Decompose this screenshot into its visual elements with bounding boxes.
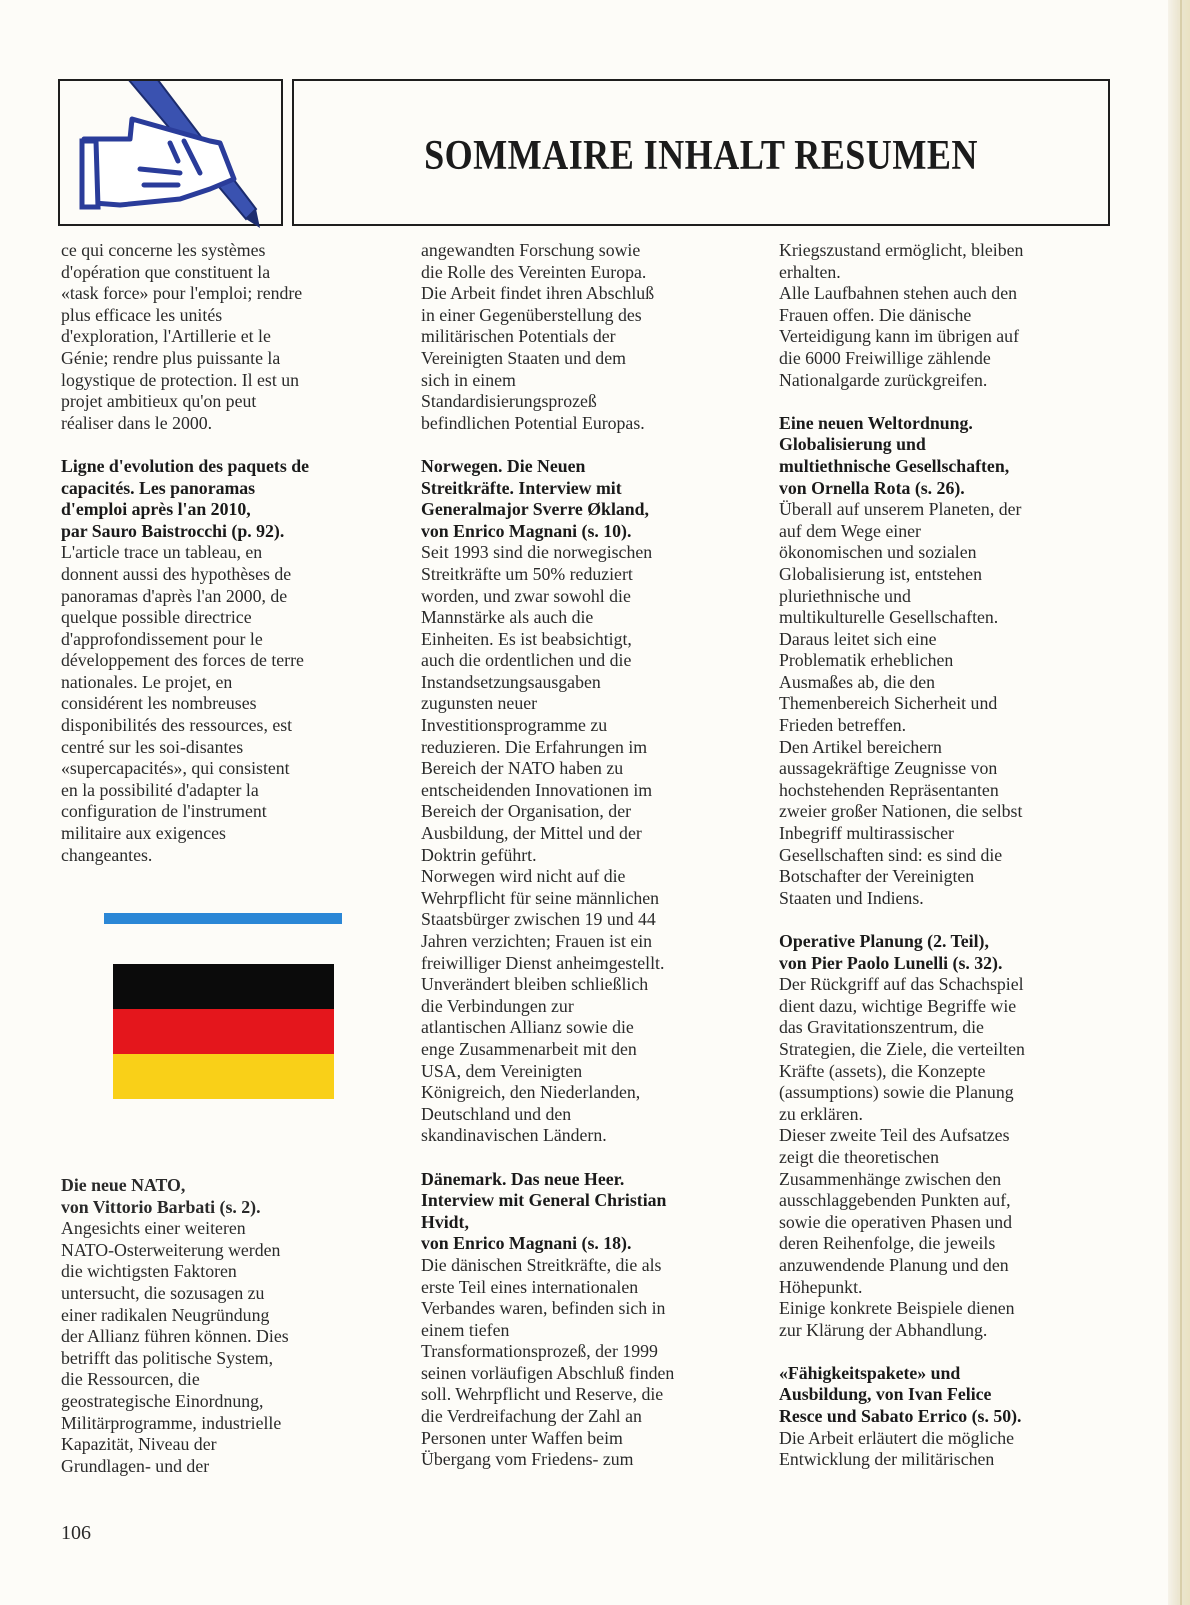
text-line: Botschafter der Vereinigten xyxy=(779,866,975,887)
text-line: logystique de protection. Il est un xyxy=(61,369,300,390)
text-line: auch die ordentlichen und die xyxy=(421,650,632,671)
text-line: centré sur les soi-disantes xyxy=(61,736,244,757)
text-line: Die dänischen Streitkräfte, die als xyxy=(421,1254,662,1275)
article-body xyxy=(421,1255,749,1471)
text-line: multikulturelle Gesellschaften. xyxy=(779,607,999,628)
text-line: Gesellschaften sind: es sind die xyxy=(779,844,1003,865)
text-line: in einer Gegenüberstellung des xyxy=(421,304,642,325)
text-line: Staaten und Indiens. xyxy=(779,887,924,908)
page-binding-line xyxy=(1180,0,1182,1605)
text-line: Vereinigten Staaten und dem xyxy=(421,347,626,368)
heading-line: Globalisierung und xyxy=(779,434,926,455)
article-body xyxy=(61,1218,389,1477)
text-line: Unverändert bleiben schließlich xyxy=(421,974,649,995)
text-line: (assumptions) sowie die Planung xyxy=(779,1082,1014,1103)
text-line: panoramas d'après l'an 2000, de xyxy=(61,585,288,606)
text-line: changeantes. xyxy=(61,844,153,865)
text-line: Frieden betreffen. xyxy=(779,715,907,736)
text-line: sich in einem xyxy=(421,369,516,390)
column-3 xyxy=(779,240,1107,1471)
text-line: dient dazu, wichtige Begriffe wie xyxy=(779,995,1017,1016)
text-line: angewandten Forschung sowie xyxy=(421,240,641,260)
heading-line: Interview mit General Christian xyxy=(421,1190,667,1211)
text-line: Personen unter Waffen beim xyxy=(421,1427,623,1448)
text-line: die Verdreifachung der Zahl an xyxy=(421,1406,642,1427)
text-line: die Verbindungen zur xyxy=(421,995,574,1016)
text-line: Entwicklung der militärischen xyxy=(779,1449,995,1470)
text-line: ce qui concerne les systèmes xyxy=(61,240,266,260)
text-line: Strategien, die Ziele, die verteilten xyxy=(779,1038,1025,1059)
text-line: considérent les nombreuses xyxy=(61,693,257,714)
text-line: aussagekräftige Zeugnisse von xyxy=(779,758,998,779)
text-line: Instandsetzungsausgaben xyxy=(421,671,601,692)
text-line: Investitionsprogramme zu xyxy=(421,715,608,736)
heading-line: Operative Planung (2. Teil), xyxy=(779,931,989,951)
text-line: L'article trace un tableau, en xyxy=(61,542,263,563)
text-line: auf dem Wege einer xyxy=(779,520,921,541)
text-line: projet ambitieux qu'on peut xyxy=(61,391,257,412)
column-2 xyxy=(421,240,749,1471)
page-title: SOMMAIRE INHALT RESUMEN xyxy=(424,133,978,179)
german-flag xyxy=(113,964,334,1099)
header-title-box xyxy=(292,79,1110,226)
text-line: hochstehenden Repräsentanten xyxy=(779,779,999,800)
heading-line: Generalmajor Sverre Økland, xyxy=(421,499,650,520)
text-line: Norwegen wird nicht auf die xyxy=(421,866,626,887)
article-body xyxy=(779,499,1107,909)
text-line: Kriegszustand ermöglicht, bleiben xyxy=(779,240,1024,260)
text-line: Alle Laufbahnen stehen auch den xyxy=(779,283,1017,304)
text-line: Transformationsprozeß, der 1999 xyxy=(421,1341,658,1362)
article-body xyxy=(61,542,389,866)
text-line: Problematik erheblichen xyxy=(779,650,954,671)
page-right-edge xyxy=(1168,0,1190,1605)
header-icon-box xyxy=(58,79,283,226)
text-line: reduzieren. Die Erfahrungen im xyxy=(421,736,648,757)
text-line: Die Arbeit findet ihren Abschluß xyxy=(421,283,655,304)
text-line: atlantischen Allianz sowie die xyxy=(421,1017,634,1038)
heading-line: Resce und Sabato Errico (s. 50). xyxy=(779,1406,1022,1427)
text-line: die Ressourcen, die xyxy=(61,1369,200,1390)
article-heading xyxy=(421,1169,749,1255)
text-line: erste Teil eines internationalen xyxy=(421,1276,639,1297)
text-line: «supercapacités», qui consistent xyxy=(61,758,290,779)
text-line: der Allianz führen können. Dies xyxy=(61,1326,289,1347)
text-line: zweier großer Nationen, die selbst xyxy=(779,801,1023,822)
heading-line: Norwegen. Die Neuen xyxy=(421,455,586,476)
text-line: Kräfte (assets), die Konzepte xyxy=(779,1060,986,1081)
text-line: Dieser zweite Teil des Aufsatzes xyxy=(779,1125,1010,1146)
text-line: d'opération que constituent la xyxy=(61,261,271,282)
text-line: plus efficace les unités xyxy=(61,304,223,325)
text-line: zu erklären. xyxy=(779,1103,863,1124)
article-body xyxy=(421,542,749,1147)
flag-stripe-gold xyxy=(113,1054,334,1099)
text-line: configuration de l'instrument xyxy=(61,801,267,822)
text-line: Standardisierungsprozeß xyxy=(421,391,597,412)
text-line: ausschlaggebenden Punkten auf, xyxy=(779,1190,1011,1211)
text-line: freiwilliger Dienst anheimgestellt. xyxy=(421,952,665,973)
accent-bar xyxy=(104,913,342,924)
text-line: enge Zusammenarbeit mit den xyxy=(421,1038,637,1059)
text-line: Kapazität, Niveau der xyxy=(61,1434,217,1455)
text-line: Einige konkrete Beispiele dienen xyxy=(779,1298,1015,1319)
text-line: Mannstärke als auch die xyxy=(421,607,594,628)
text-line: Grundlagen- und der xyxy=(61,1455,210,1476)
hand-writing-with-pen-icon xyxy=(60,81,285,228)
text-line: Einheiten. Es ist beabsichtigt, xyxy=(421,628,632,649)
col2-continued-text xyxy=(421,240,749,434)
text-line: pluriethnische und xyxy=(779,585,911,606)
text-line: en la possibilité d'adapter la xyxy=(61,779,259,800)
text-line: geostrategische Einordnung, xyxy=(61,1390,264,1411)
column-1-lower xyxy=(61,1175,389,1477)
text-line: Frauen offen. Die dänische xyxy=(779,304,972,325)
text-line: Doktrin geführt. xyxy=(421,844,537,865)
text-line: nationales. Le projet, en xyxy=(61,671,233,692)
text-line: quelque possible directrice xyxy=(61,607,252,628)
text-line: anzuwendende Planung und den xyxy=(779,1254,1009,1275)
text-line: NATO-Osterweiterung werden xyxy=(61,1239,281,1260)
text-line: USA, dem Vereinigten xyxy=(421,1060,583,1081)
heading-line: Streitkräfte. Interview mit xyxy=(421,477,622,498)
text-line: Nationalgarde zurückgreifen. xyxy=(779,369,988,390)
text-line: seinen vorläufigen Abschluß finden xyxy=(421,1362,675,1383)
text-line: Génie; rendre plus puissante la xyxy=(61,347,281,368)
heading-line: par Sauro Baistrocchi (p. 92). xyxy=(61,520,285,541)
heading-line: von Enrico Magnani (s. 10). xyxy=(421,520,632,541)
text-line: d'approfondissement pour le xyxy=(61,628,263,649)
text-line: réaliser dans le 2000. xyxy=(61,412,213,433)
heading-line: Hvidt, xyxy=(421,1211,469,1232)
heading-line: Ausbildung, von Ivan Felice xyxy=(779,1384,992,1405)
text-line: Bereich der Organisation, der xyxy=(421,801,632,822)
heading-line: von Ornella Rota (s. 26). xyxy=(779,477,965,498)
flag-stripe-black xyxy=(113,964,334,1009)
text-line: donnent aussi des hypothèses de xyxy=(61,563,292,584)
text-line: militärischen Potentials der xyxy=(421,326,616,347)
text-line: die Rolle des Vereinten Europa. xyxy=(421,261,647,282)
text-line: Daraus leitet sich eine xyxy=(779,628,937,649)
heading-line: von Vittorio Barbati (s. 2). xyxy=(61,1196,261,1217)
heading-line: Die neue NATO, xyxy=(61,1175,186,1195)
text-line: Deutschland und den xyxy=(421,1103,572,1124)
text-line: Verteidigung kann im übrigen auf xyxy=(779,326,1019,347)
text-line: Globalisierung ist, entstehen xyxy=(779,563,982,584)
text-line: Seit 1993 sind die norwegischen xyxy=(421,542,653,563)
heading-line: Eine neuen Weltordnung. xyxy=(779,412,973,433)
text-line: Bereich der NATO haben zu xyxy=(421,758,624,779)
col3-continued-text xyxy=(779,240,1107,391)
text-line: sowie die operativen Phasen und xyxy=(779,1211,1013,1232)
heading-line: Ligne d'evolution des paquets de xyxy=(61,455,309,476)
article-heading xyxy=(421,456,749,542)
text-line: betrifft das politische System, xyxy=(61,1347,274,1368)
text-line: untersucht, die sozusagen zu xyxy=(61,1282,265,1303)
text-line: zugunsten neuer xyxy=(421,693,538,714)
text-line: deren Reihenfolge, die jeweils xyxy=(779,1233,996,1254)
heading-line: multiethnische Gesellschaften, xyxy=(779,455,1010,476)
heading-line: von Enrico Magnani (s. 18). xyxy=(421,1233,632,1254)
text-line: Königreich, den Niederlanden, xyxy=(421,1082,641,1103)
article-body xyxy=(779,1428,1107,1471)
text-line: Die Arbeit erläutert die mögliche xyxy=(779,1427,1015,1448)
text-line: zeigt die theoretischen xyxy=(779,1146,939,1167)
heading-line: d'emploi après l'an 2010, xyxy=(61,499,251,520)
text-line: Höhepunkt. xyxy=(779,1276,863,1297)
text-line: Überall auf unserem Planeten, der xyxy=(779,499,1022,520)
text-line: Den Artikel bereichern xyxy=(779,736,942,757)
text-line: Übergang vom Friedens- zum xyxy=(421,1449,634,1470)
text-line: das Gravitationszentrum, die xyxy=(779,1017,984,1038)
article-heading xyxy=(779,413,1107,499)
text-line: Verbandes waren, befinden sich in xyxy=(421,1298,666,1319)
text-line: worden, und zwar sowohl die xyxy=(421,585,631,606)
text-line: Inbegriff multirassischer xyxy=(779,823,954,844)
text-line: befindlichen Potential Europas. xyxy=(421,412,645,433)
text-line: militaire aux exigences xyxy=(61,823,226,844)
text-line: Jahren verzichten; Frauen ist ein xyxy=(421,931,653,951)
text-line: Streitkräfte um 50% reduziert xyxy=(421,563,633,584)
flag-stripe-red xyxy=(113,1009,334,1054)
text-line: Der Rückgriff auf das Schachspiel xyxy=(779,974,1024,995)
col1-continued-text xyxy=(61,240,389,434)
text-line: Ausmaßes ab, die den xyxy=(779,671,936,692)
heading-line: Dänemark. Das neue Heer. xyxy=(421,1168,625,1189)
text-line: einer radikalen Neugründung xyxy=(61,1304,270,1325)
article-heading xyxy=(61,456,389,542)
page-number: 106 xyxy=(61,1522,91,1544)
text-line: ökonomischen und sozialen xyxy=(779,542,977,563)
text-line: d'exploration, l'Artillerie et le xyxy=(61,326,271,347)
article-heading xyxy=(61,1175,389,1218)
text-line: Angesichts einer weiteren xyxy=(61,1218,246,1239)
article-body xyxy=(779,974,1107,1341)
text-line: «task force» pour l'emploi; rendre xyxy=(61,283,303,304)
article-heading xyxy=(779,1363,1107,1428)
column-1 xyxy=(61,240,389,866)
text-line: développement des forces de terre xyxy=(61,650,304,671)
text-line: Zusammenhänge zwischen den xyxy=(779,1168,1002,1189)
heading-line: capacités. Les panoramas xyxy=(61,477,256,498)
text-line: Ausbildung, der Mittel und der xyxy=(421,823,642,844)
article-heading xyxy=(779,931,1107,974)
heading-line: «Fähigkeitspakete» und xyxy=(779,1362,961,1383)
text-line: einem tiefen xyxy=(421,1319,510,1340)
text-line: Themenbereich Sicherheit und xyxy=(779,693,998,714)
text-line: skandinavischen Ländern. xyxy=(421,1125,607,1146)
heading-line: von Pier Paolo Lunelli (s. 32). xyxy=(779,952,1003,973)
text-line: Wehrpflicht für seine männlichen xyxy=(421,887,660,908)
text-line: entscheidenden Innovationen im xyxy=(421,779,653,800)
text-line: disponibilités des ressources, est xyxy=(61,715,293,736)
text-line: die wichtigsten Faktoren xyxy=(61,1261,237,1282)
text-line: die 6000 Freiwillige zählende xyxy=(779,347,991,368)
text-line: erhalten. xyxy=(779,261,841,282)
text-line: zur Klärung der Abhandlung. xyxy=(779,1319,988,1340)
text-line: Staatsbürger zwischen 19 und 44 xyxy=(421,909,656,930)
text-line: soll. Wehrpflicht und Reserve, die xyxy=(421,1384,664,1405)
text-line: Militärprogramme, industrielle xyxy=(61,1412,282,1433)
